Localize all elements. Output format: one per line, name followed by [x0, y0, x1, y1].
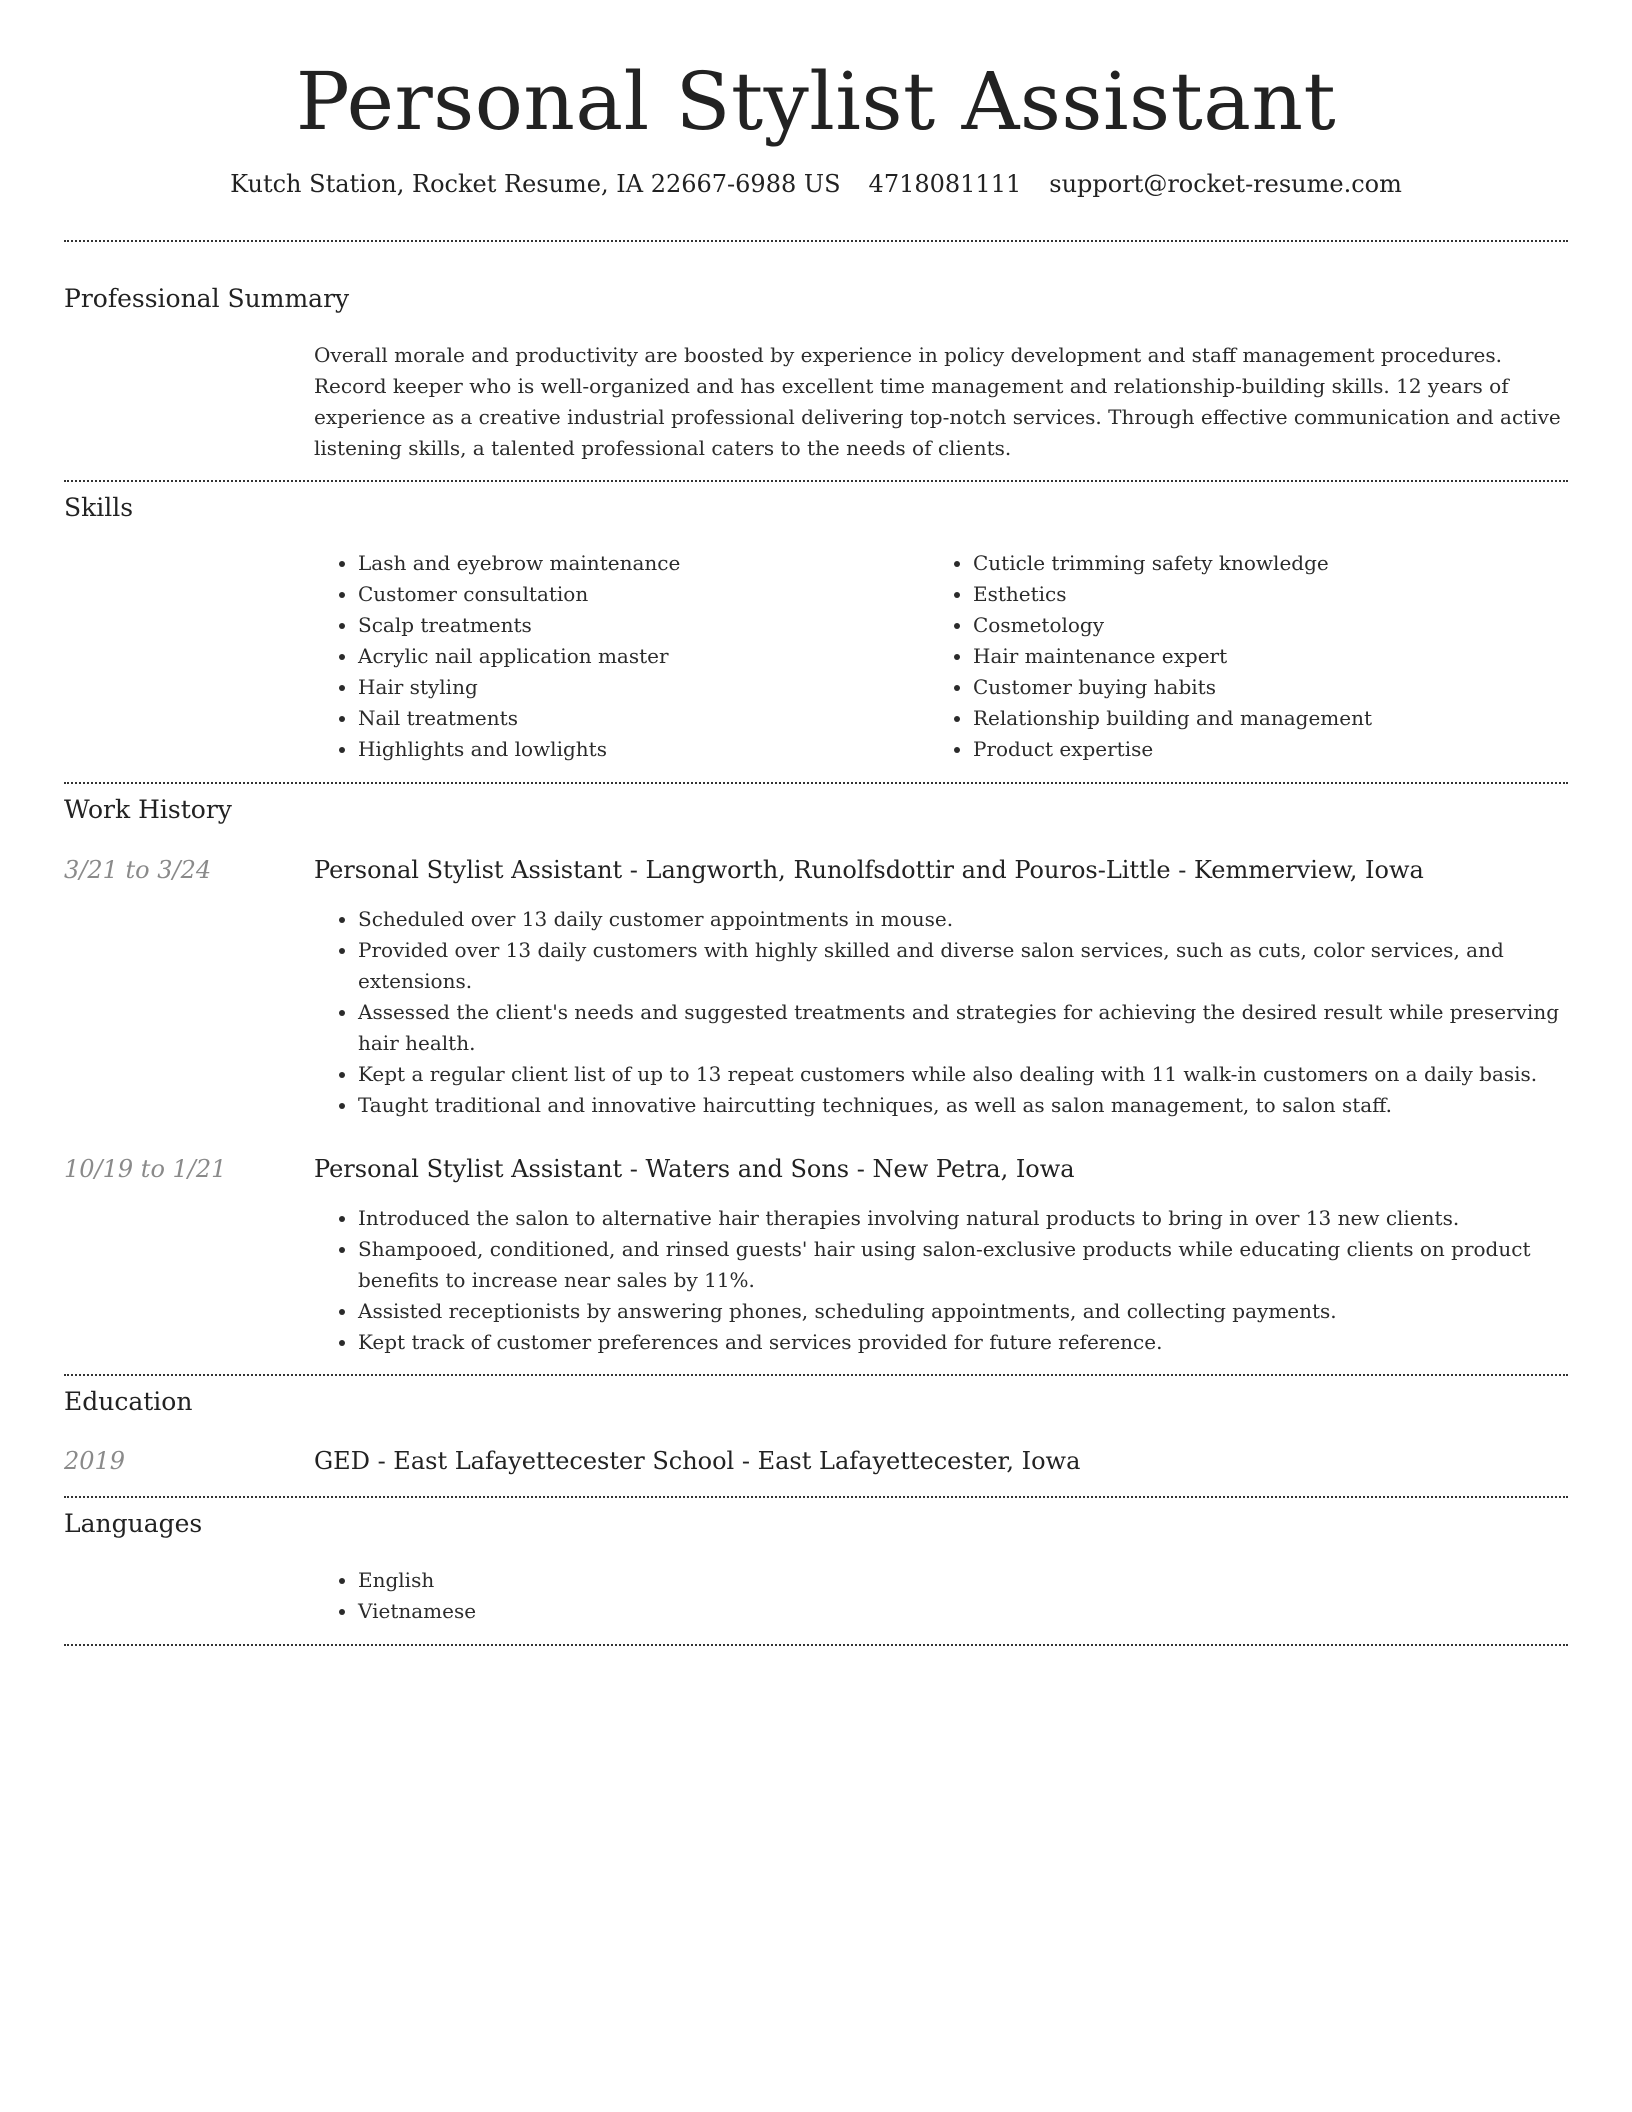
skill-item: • Cuticle trimming safety knowledge — [973, 548, 1529, 579]
skill-item: • Hair maintenance expert — [973, 641, 1529, 672]
language-item: • English — [358, 1565, 1568, 1596]
divider-skills — [64, 782, 1568, 784]
contact-email[interactable]: support@rocket-resume.com — [1049, 170, 1402, 198]
job-bullet: • Assisted receptionists by answering phones, scheduling appointments, and collecting payments. — [358, 1296, 1568, 1327]
divider-summary — [64, 480, 1568, 482]
skill-item: • Scalp treatments — [358, 610, 914, 641]
job-bullet: • Assessed the client's needs and suggested treatments and strategies for achieving the desired result while preserving hair health. — [358, 997, 1568, 1059]
section-title-languages: Languages — [64, 1509, 203, 1538]
divider-languages — [64, 1644, 1568, 1646]
languages-list — [314, 1565, 1568, 1627]
skills-list-right — [929, 548, 1529, 765]
contact-address: Kutch Station, Rocket Resume, IA 22667-6988 US — [230, 170, 841, 198]
job-bullet: • Kept a regular client list of up to 13 repeat customers while also dealing with 11 walk-in customers on a daily basis. — [358, 1059, 1568, 1090]
contact-phone: 4718081111 — [868, 170, 1022, 198]
section-title-education: Education — [64, 1387, 193, 1416]
job-heading: Personal Stylist Assistant - Langworth, Runolfsdottir and Pouros-Little - Kemmerview, Iowa — [314, 856, 1424, 884]
contact-line — [64, 168, 1568, 200]
candidate-name: Personal Stylist Assistant — [295, 55, 1337, 148]
divider-education — [64, 1496, 1568, 1498]
skill-item: • Acrylic nail application master — [358, 641, 914, 672]
job-bullets — [314, 904, 1568, 1121]
section-title-summary: Professional Summary — [64, 284, 350, 313]
job-bullet: • Kept track of customer preferences and services provided for future reference. — [358, 1327, 1568, 1358]
section-title-skills: Skills — [64, 493, 134, 522]
language-item: • Vietnamese — [358, 1596, 1568, 1627]
skill-item: • Product expertise — [973, 734, 1529, 765]
job-dates: 10/19 to 1/21 — [64, 1155, 227, 1183]
divider-header — [64, 240, 1568, 242]
skill-item: • Highlights and lowlights — [358, 734, 914, 765]
job-bullet: • Scheduled over 13 daily customer appointments in mouse. — [358, 904, 1568, 935]
job-bullet: • Provided over 13 daily customers with highly skilled and diverse salon services, such as cuts, color services, and extensions. — [358, 935, 1568, 997]
skill-item: • Cosmetology — [973, 610, 1529, 641]
section-title-work: Work History — [64, 795, 232, 824]
skill-item: • Esthetics — [973, 579, 1529, 610]
job-bullets — [314, 1203, 1568, 1358]
skill-item: • Customer consultation — [358, 579, 914, 610]
job-bullet: • Taught traditional and innovative haircutting techniques, as well as salon management, to salon staff. — [358, 1090, 1568, 1121]
job-dates: 3/21 to 3/24 — [64, 856, 212, 884]
skill-item: • Customer buying habits — [973, 672, 1529, 703]
skill-item: • Lash and eyebrow maintenance — [358, 548, 914, 579]
summary-text: Overall morale and productivity are boosted by experience in policy development and staff management procedures. Record keeper who is well-organized and has excellent time management and relationship-building skills. 12 years of experience as a creative industrial professional delivering top-notch services. Through effective communication and active listening skills, a talented professional caters to the needs of clients. — [314, 343, 1561, 460]
skills-list-left — [314, 548, 914, 765]
skill-item: • Nail treatments — [358, 703, 914, 734]
divider-work — [64, 1374, 1568, 1376]
education-year: 2019 — [64, 1447, 126, 1475]
job-heading: Personal Stylist Assistant - Waters and Sons - New Petra, Iowa — [314, 1155, 1075, 1183]
education-entry: GED - East Lafayettecester School - East Lafayettecester, Iowa — [314, 1447, 1081, 1475]
skill-item: • Relationship building and management — [973, 703, 1529, 734]
job-bullet: • Introduced the salon to alternative hair therapies involving natural products to bring in over 13 new clients. — [358, 1203, 1568, 1234]
skill-item: • Hair styling — [358, 672, 914, 703]
job-bullet: • Shampooed, conditioned, and rinsed guests' hair using salon-exclusive products while educating clients on product benefits to increase near sales by 11%. — [358, 1234, 1568, 1296]
